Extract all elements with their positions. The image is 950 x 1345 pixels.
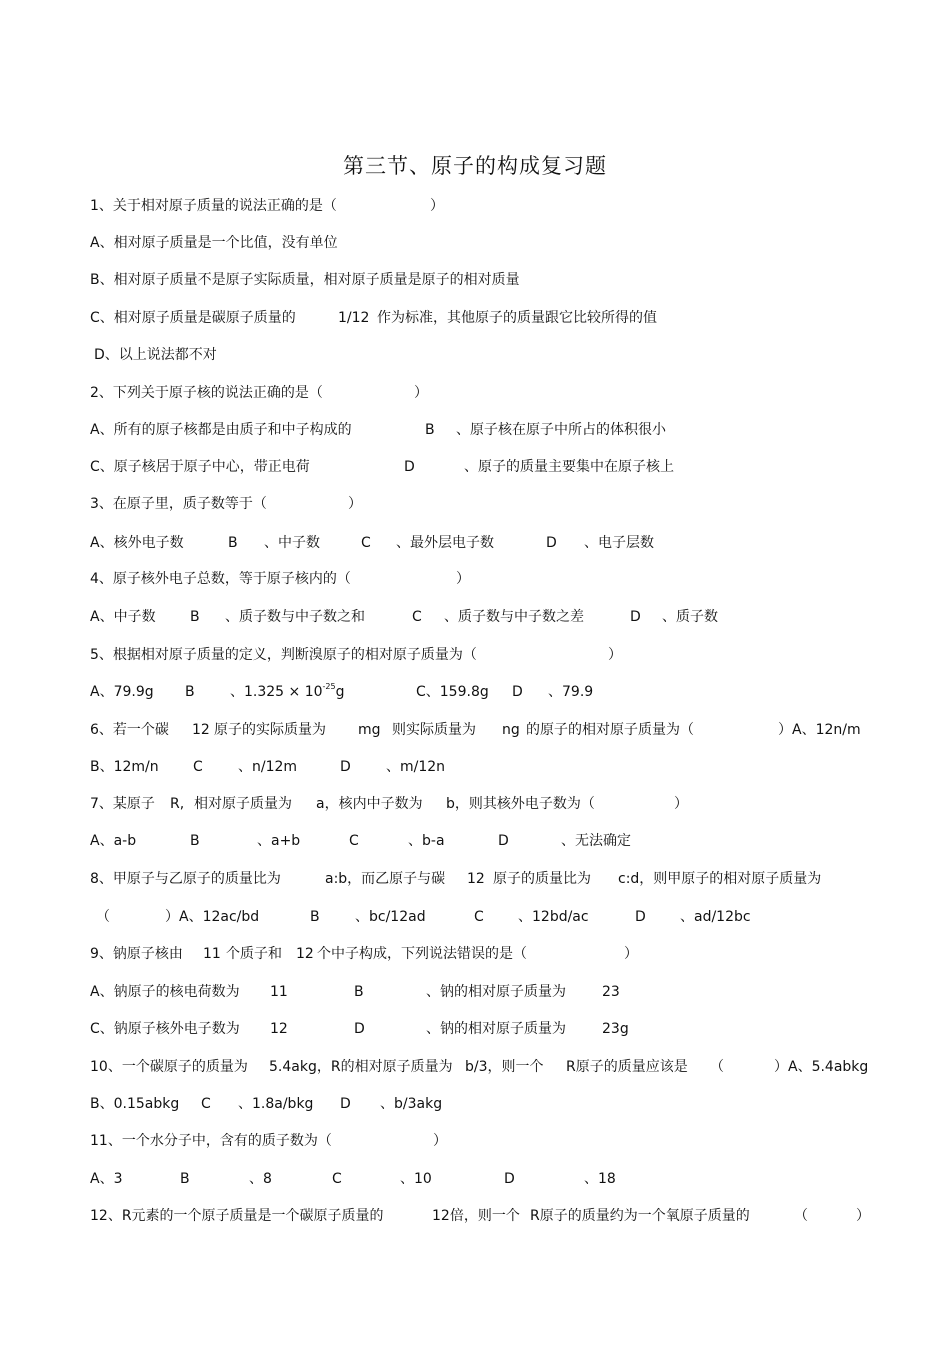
q10-option-b: B、0.15abkg [90, 1096, 180, 1112]
q10-option-d-text: 、b/3akg [380, 1096, 443, 1112]
q8-stem-part5: c:d，则甲原子的相对原子质量为 [618, 871, 822, 887]
q7-option-c-text: 、b-a [408, 833, 445, 849]
q8-option-a: ）A、12ac/bd [165, 909, 260, 925]
q11-option-d-text: 、18 [584, 1171, 616, 1187]
q9-option-d-letter: D [354, 1021, 365, 1037]
q9-option-d-text: 、钠的相对原子质量为 [426, 1021, 566, 1037]
q7-stem-part5: b，则其核外电子数为（ [446, 796, 595, 812]
q1-option-c-part2: 作为标准，其他原子的质量跟它比较所得的值 [377, 310, 657, 326]
q7-stem-part3: 相对原子质量为 [194, 796, 292, 812]
q10-option-c-letter: C [201, 1096, 211, 1112]
q7-stem-part1: 7、某原子 [90, 796, 155, 812]
q12-stem-part2: 12倍，则一个 [432, 1208, 520, 1224]
q4-option-d-letter: D [630, 609, 641, 625]
q5-option-d-text: 、79.9 [548, 684, 594, 700]
q9-close-paren: ） [624, 946, 638, 962]
q3-stem-text: 3、在原子里，质子数等于（ [90, 496, 267, 512]
q6-option-a: ）A、12n/m [778, 722, 861, 738]
q2-option-b-text: 、原子核在原子中所占的体积很小 [456, 422, 666, 438]
q3-option-c-text: 、最外层电子数 [396, 535, 494, 551]
q5-option-b-unit: g [335, 684, 345, 700]
q4-option-b-text: 、质子数与中子数之和 [225, 609, 365, 625]
q3-option-d-letter: D [546, 535, 557, 551]
q1-option-c-part1: C、相对原子质量是碳原子质量的 [90, 310, 296, 326]
q9-stem-part3: 个质子和 [226, 946, 282, 962]
q10-stem-part4: R原子的质量应该是 [566, 1059, 688, 1075]
q10-option-a: ）A、5.4abkg [774, 1059, 869, 1075]
q6-stem-part2: 12 [192, 722, 210, 738]
q4-option-a: A、中子数 [90, 609, 156, 625]
q11-stem-text: 11、一个水分子中，含有的质子数为（ [90, 1133, 332, 1149]
q8-option-d-letter: D [635, 909, 646, 925]
q8-option-d-text: 、ad/12bc [680, 909, 751, 925]
q6-stem-part5: 则实际质量为 [392, 722, 476, 738]
q7-option-d-text: 、无法确定 [561, 833, 631, 849]
q9-option-a-text: A、钠原子的核电荷数为 [90, 984, 240, 1000]
q4-close-paren: ） [456, 571, 470, 587]
q9-option-c-value: 12 [270, 1021, 288, 1037]
q3-option-b-text: 、中子数 [264, 535, 320, 551]
q8-stem-part4: 原子的质量比为 [493, 871, 591, 887]
q10-option-c-text: 、1.8a/bkg [238, 1096, 314, 1112]
q2-close-paren: ） [414, 385, 428, 401]
q11-option-b-letter: B [180, 1171, 190, 1187]
q7-option-d-letter: D [498, 833, 509, 849]
q8-open-paren: （ [96, 909, 110, 925]
q9-option-b-letter: B [354, 984, 364, 1000]
q8-option-b-letter: B [310, 909, 320, 925]
q6-stem-part7: 的原子的相对原子质量为（ [526, 722, 694, 738]
q11-close-paren: ） [433, 1133, 447, 1149]
q7-option-c-letter: C [349, 833, 359, 849]
q9-stem-part1: 9、钠原子核由 [90, 946, 183, 962]
q10-stem-part2: 5.4akg，R的相对原子质量为 [269, 1059, 453, 1075]
q6-stem-part4: mg [358, 722, 381, 738]
q2-option-a: A、所有的原子核都是由质子和中子构成的 [90, 422, 352, 438]
q10-stem-part3: b/3，则一个 [465, 1059, 544, 1075]
q11-option-c-text: 、10 [400, 1171, 432, 1187]
q9-option-d-value: 23g [602, 1021, 629, 1037]
q12-stem-part3: R原子的质量约为一个氧原子质量的 [530, 1208, 750, 1224]
q12-close-paren: ） [856, 1208, 870, 1224]
q1-option-b: B、相对原子质量不是原子实际质量，相对原子质量是原子的相对质量 [90, 272, 520, 288]
q12-open-paren: （ [794, 1208, 808, 1224]
q4-option-c-text: 、质子数与中子数之差 [444, 609, 584, 625]
q5-option-b-mantissa: 、1.325 × 10 [230, 684, 323, 700]
q5-option-b-exponent: -25 [322, 682, 336, 691]
q11-option-a: A、3 [90, 1171, 123, 1187]
q6-stem-part1: 6、若一个碳 [90, 722, 169, 738]
q1-option-d: D、以上说法都不对 [94, 347, 217, 363]
q10-stem-part1: 10、一个碳原子的质量为 [90, 1059, 248, 1075]
q7-stem-part4: a，核内中子数为 [316, 796, 423, 812]
q9-stem-part5: 个中子构成，下列说法错误的是（ [317, 946, 527, 962]
q10-open-paren: （ [710, 1059, 724, 1075]
q9-option-b-value: 23 [602, 984, 620, 1000]
q3-option-c-letter: C [361, 535, 371, 551]
q5-stem-text: 5、根据相对原子质量的定义，判断溴原子的相对原子质量为（ [90, 647, 477, 663]
q6-option-d-text: 、m/12n [386, 759, 446, 775]
q1-close-paren: ） [430, 198, 444, 214]
q11-option-d-letter: D [504, 1171, 515, 1187]
q2-option-d-letter: D [404, 459, 415, 475]
q8-option-c-text: 、12bd/ac [518, 909, 589, 925]
q8-option-b-text: 、bc/12ad [355, 909, 426, 925]
q10-option-d-letter: D [340, 1096, 351, 1112]
q1-option-a: A、相对原子质量是一个比值，没有单位 [90, 235, 338, 251]
q2-option-c: C、原子核居于原子中心，带正电荷 [90, 459, 310, 475]
q6-stem-part3: 原子的实际质量为 [214, 722, 326, 738]
q9-stem-part4: 12 [296, 946, 314, 962]
q9-option-b-text: 、钠的相对原子质量为 [426, 984, 566, 1000]
q1-stem-text: 1、关于相对原子质量的说法正确的是（ [90, 198, 337, 214]
q8-stem-part2: a:b，而乙原子与碳 [325, 871, 446, 887]
q12-stem-part1: 12、R元素的一个原子质量是一个碳原子质量的 [90, 1208, 384, 1224]
q8-option-c-letter: C [474, 909, 484, 925]
q6-option-c-text: 、n/12m [238, 759, 298, 775]
q7-close-paren: ） [674, 796, 688, 812]
q6-option-b: B、12m/n [90, 759, 159, 775]
q11-option-b-text: 、8 [249, 1171, 272, 1187]
q5-option-a: A、79.9g [90, 684, 154, 700]
q6-stem-part6: ng [502, 722, 520, 738]
q7-option-a: A、a-b [90, 833, 137, 849]
q9-option-a-value: 11 [270, 984, 288, 1000]
q6-option-d-letter: D [340, 759, 351, 775]
q5-close-paren: ） [608, 647, 622, 663]
q11-option-c-letter: C [332, 1171, 342, 1187]
q8-stem-part3: 12 [467, 871, 485, 887]
q4-stem-text: 4、原子核外电子总数，等于原子核内的（ [90, 571, 351, 587]
q5-option-c: C、159.8g [416, 684, 489, 700]
q3-option-a: A、核外电子数 [90, 535, 184, 551]
q4-option-d-text: 、质子数 [662, 609, 718, 625]
q6-option-c-letter: C [193, 759, 203, 775]
q3-close-paren: ） [348, 496, 362, 512]
q5-option-b-letter: B [185, 684, 195, 700]
q9-option-c-text: C、钠原子核外电子数为 [90, 1021, 240, 1037]
q9-stem-part2: 11 [203, 946, 221, 962]
q7-option-b-text: 、a+b [257, 833, 301, 849]
page-title: 第三节、原子的构成复习题 [343, 154, 607, 178]
q1-option-c-fraction: 1/12 [338, 310, 370, 326]
q8-stem-part1: 8、甲原子与乙原子的质量比为 [90, 871, 281, 887]
q2-stem-text: 2、下列关于原子核的说法正确的是（ [90, 385, 323, 401]
q5-option-d-letter: D [512, 684, 523, 700]
q5-option-b-value [230, 681, 345, 703]
q2-option-b-letter: B [425, 422, 435, 438]
q4-option-b-letter: B [190, 609, 200, 625]
q7-option-b-letter: B [190, 833, 200, 849]
q7-stem-part2: R, [170, 796, 185, 812]
q4-option-c-letter: C [412, 609, 422, 625]
q3-option-d-text: 、电子层数 [584, 535, 654, 551]
q2-option-d-text: 、原子的质量主要集中在原子核上 [464, 459, 674, 475]
q3-option-b-letter: B [228, 535, 238, 551]
